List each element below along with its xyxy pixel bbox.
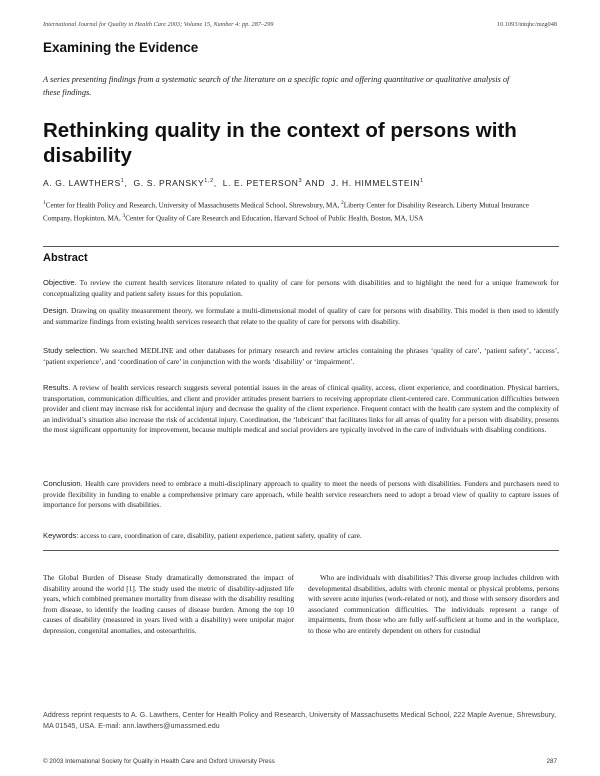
section-text: Health care providers need to embrace a multi-disciplinary approach to quality to meet the needs of persons with disabilities. Funders and purchasers need to provide flexibility in funding to enable a comprehensive primary care approach, while health service researchers need to adopt a broad view of quality to capture issues of importance for persons with disabilities. [43,479,559,510]
doi: 10.1093/intqhc/mzg048 [497,21,557,28]
author-name: G. S. PRANSKY [133,178,205,188]
affiliation-number: 2 [341,200,344,206]
abstract-design [43,306,559,327]
divider [43,246,559,247]
section-label: Study selection. [43,346,98,355]
author-name: J. H. HIMMELSTEIN [331,178,421,188]
section-text: A review of health services research suggests several potential issues in the areas of clinical quality, access, client experience, and coordination. Physical barriers, transportation, communication difficulties, and client and provider attitudes present barriers to receiving appropriate client-centered care. Communication difficulties between provider and client may increase risk for accidental injury and decrease the quality of the client experience. Frequent contact with the health care system and the complexity of an individual’s situation also increase the risk of accidental injury. Coordination, the ‘lubricant’ that facilitates links for all areas of quality for a person with disability, presents the most significant opportunity for improvement, because multiple medical and social providers are typically involved in the care of individuals with disabling conditions. [43,383,559,435]
affiliation-number: 1 [43,200,46,206]
affiliation-text: Liberty Center for Disability Research, Liberty Mutual Insurance Company, Hopkinton, MA, [43,201,529,223]
affiliation-number: 3 [122,213,126,220]
abstract-keywords [43,531,559,542]
author-list: A. G. LAWTHERS$^1$, G. S. PRANSKY$^{1,2}$, L. E. PETERSON$^3$ AND J. H. HIMMELSTEIN$^1$ [43,178,424,188]
author-affiliation-mark: 3 [298,178,303,185]
paper-title: Rethinking quality in the context of persons with disability [43,119,517,167]
affiliation-text: Center for Quality of Care Research and Education, Harvard School of Public Health, Boston, MA, USA [125,214,424,223]
abstract-heading: Abstract [43,252,88,264]
divider [43,550,559,551]
abstract-conclusion [43,479,559,511]
section-text: access to care, coordination of care, disability, patient experience, patient safety, quality of care. [80,531,362,540]
section-text: Drawing on quality measurement theory, we formulate a multi-dimensional model of quality of care for persons with disability. This model is then used to identify and summarize findings from existing health services research that relate to the quality of care for persons with disability. [43,306,559,326]
section-label: Design. [43,306,69,315]
author-name: L. E. PETERSON [222,178,299,188]
affiliations [43,198,559,224]
copyright: © 2003 International Society for Quality in Health Care and Oxford University Press [43,758,275,765]
body-column-left [43,573,294,636]
author-affiliation-mark: 1 [120,178,125,185]
body-column-right [308,573,559,636]
series-description: A series presenting findings from a systematic search of the literature on a specific topic and offering quantitative or qualitative analysis of these findings. [43,75,510,97]
abstract-objective [43,278,559,299]
body-paragraph: Who are individuals with disabilities? This diverse group includes children with developmental disabilities, adults with chronic mental or physical problems, persons with severe acute injuries (work-related or not), and those with sensory disorders and associated communication difficulties. The individuals represent a range of impairments, from those who are fully self-sufficient at home and in the workplace, to those who are entirely dependent on others for custodial [308,573,559,635]
section-label: Results. [43,383,71,392]
abstract-study-selection [43,346,559,367]
section-label: Conclusion. [43,479,83,488]
series-title: Examining the Evidence [43,40,199,55]
journal-header: International Journal for Quality in Health Care 2003; Volume 15, Number 4: pp. 287–299 [43,21,274,28]
section-label: Keywords: [43,531,79,540]
section-text: We searched MEDLINE and other databases for primary research and review articles containing the phrases ‘quality of care’, ‘patient safety’, ‘access’, ‘patient experience’, and ‘coordination of care’ in conjunction with the words ‘disability’ or ‘impairment’. [43,346,560,366]
author-name: A. G. LAWTHERS [43,178,121,188]
body-paragraph: The Global Burden of Disease Study dramatically demonstrated the impact of disability around the world [1]. The study used the metric of disability-adjusted life years, which combined premature mortality from disease with the disability resulting from disease, to identify the leading causes of disease burden. Among the top 10 causes of disability (measured in years lived with a disability) were unipolar major depression, congenital anomalies, and osteoarthritis. [43,573,294,635]
affiliation-text: Center for Health Policy and Research, University of Massachusetts Medical School, Shrewsbury, MA, [45,201,341,210]
author-affiliation-mark: 1 [420,178,424,185]
section-label: Objective. [43,278,77,287]
abstract-results [43,383,559,436]
page-number: 287 [546,758,557,765]
reprint-address: Address reprint requests to A. G. Lawthers, Center for Health Policy and Research, University of Massachusetts Medical School, 222 Maple Avenue, Shrewsbury, MA 01545, USA. E-mail: ann.lawthers@umassmed.edu [43,710,557,730]
section-text: To review the current health services literature related to quality of care for persons with disabilities and to highlight the need for a unique framework for conceptualizing quality and patient safety issues for this population. [43,278,559,298]
author-affiliation-mark: 1,2 [204,178,214,185]
